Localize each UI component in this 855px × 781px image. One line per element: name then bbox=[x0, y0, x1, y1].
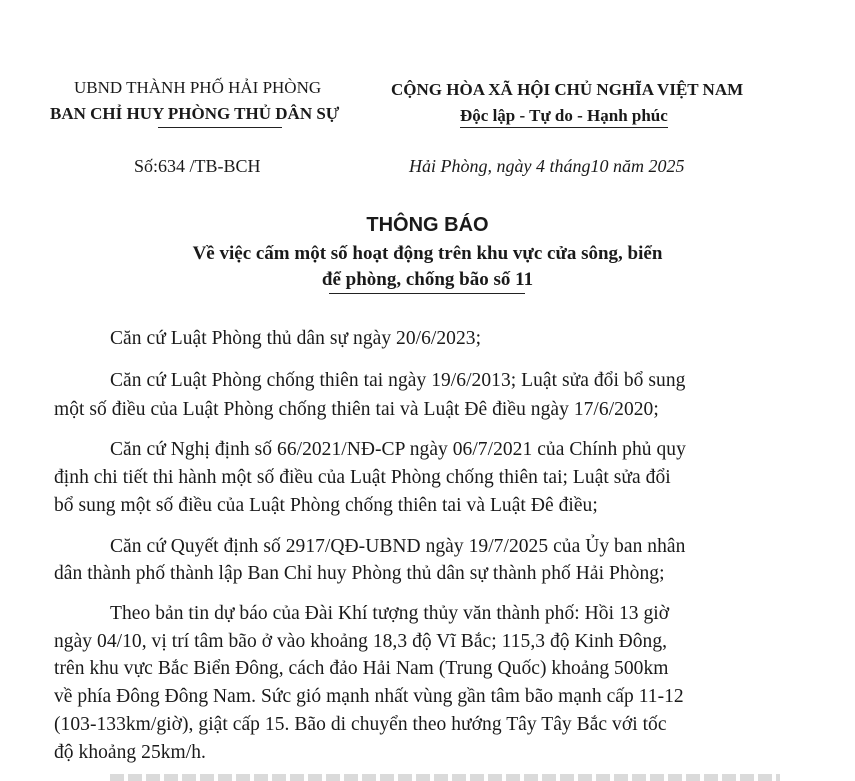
body-line: độ khoảng 25km/h. bbox=[54, 742, 206, 763]
document-number: Số:634 /TB-BCH bbox=[134, 156, 261, 176]
document-title: THÔNG BÁO bbox=[366, 214, 489, 236]
subject-underline bbox=[329, 293, 525, 294]
body-line: Căn cứ Nghị định số 66/2021/NĐ-CP ngày 06/7/2021 của Chính phủ quy bbox=[110, 439, 686, 460]
document-date: Hải Phòng, ngày 4 tháng10 năm 2025 bbox=[409, 156, 685, 176]
document-subject-line2: để phòng, chống bão số 11 bbox=[321, 269, 534, 290]
cutoff-text-fragment bbox=[110, 774, 780, 781]
org-underline bbox=[158, 127, 282, 128]
body-line: Căn cứ Luật Phòng thủ dân sự ngày 20/6/2023; bbox=[110, 328, 482, 349]
nation-motto: Độc lập - Tự do - Hạnh phúc bbox=[460, 106, 668, 128]
body-line: một số điều của Luật Phòng chống thiên tai và Luật Đê điều ngày 17/6/2020; bbox=[54, 399, 659, 420]
body-line: dân thành phố thành lập Ban Chỉ huy Phòng thủ dân sự thành phố Hải Phòng; bbox=[54, 563, 665, 584]
nation-title: CỘNG HÒA XÃ HỘI CHỦ NGHĨA VIỆT NAM bbox=[391, 80, 744, 99]
body-line: Theo bản tin dự báo của Đài Khí tượng thủy văn thành phố: Hồi 13 giờ bbox=[110, 603, 670, 624]
body-line: (103-133km/giờ), giật cấp 15. Bão di chuyển theo hướng Tây Tây Bắc với tốc bbox=[54, 714, 667, 735]
org-name-line1: UBND THÀNH PHỐ HẢI PHÒNG bbox=[74, 78, 322, 97]
body-line: trên khu vực Bắc Biển Đông, cách đảo Hải Nam (Trung Quốc) khoảng 500km bbox=[54, 658, 669, 679]
document-subject-line1: Về việc cấm một số hoạt động trên khu vực cửa sông, biển bbox=[192, 243, 663, 264]
body-line: về phía Đông Đông Nam. Sức gió mạnh nhất vùng gần tâm bão mạnh cấp 11-12 bbox=[54, 686, 684, 707]
body-line: Căn cứ Luật Phòng chống thiên tai ngày 19/6/2013; Luật sửa đổi bổ sung bbox=[110, 370, 686, 391]
body-line: định chi tiết thi hành một số điều của Luật Phòng chống thiên tai; Luật sửa đổi bbox=[54, 467, 671, 488]
org-name-line2: BAN CHỈ HUY PHÒNG THỦ DÂN SỰ bbox=[50, 104, 340, 123]
body-line: Căn cứ Quyết định số 2917/QĐ-UBND ngày 19/7/2025 của Ủy ban nhân bbox=[110, 536, 686, 557]
body-line: bổ sung một số điều của Luật Phòng chống thiên tai và Luật Đê điều; bbox=[54, 495, 598, 516]
body-line: ngày 04/10, vị trí tâm bão ở vào khoảng 18,3 độ Vĩ Bắc; 115,3 độ Kinh Đông, bbox=[54, 631, 668, 652]
